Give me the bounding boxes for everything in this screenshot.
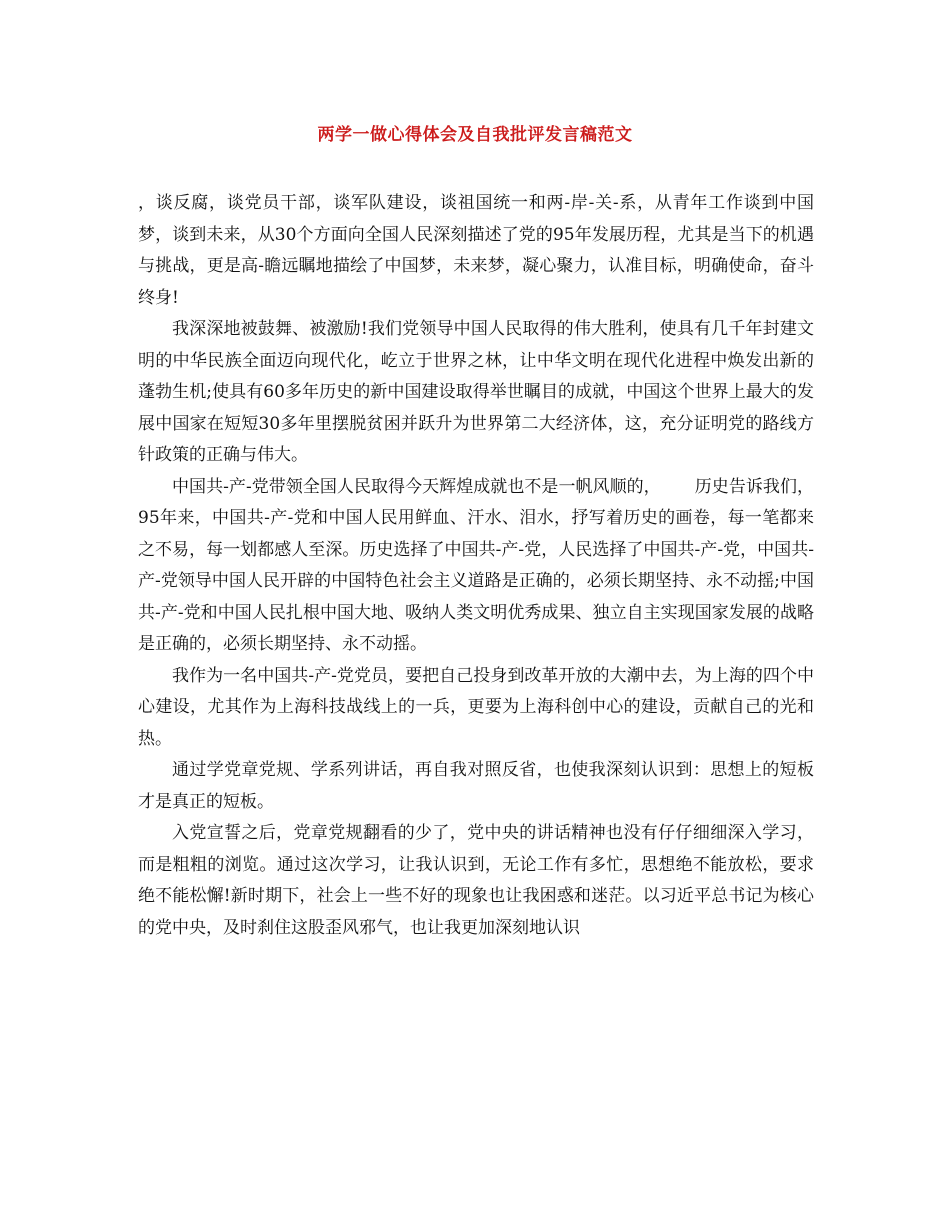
paragraph-5: 通过学党章党规、学系列讲话，再自我对照反省，也使我深刻认识到：思想上的短板才是真正的短板。: [138, 760, 814, 812]
paragraph-4: 我作为一名中国共-产-党党员，要把自己投身到改革开放的大潮中去，为上海的四个中心建设，尤其作为上海科技战线上的一兵，更要为上海科创中心的建设，贡献自己的光和热。: [138, 665, 814, 749]
paragraph-3-part-b: 历史告诉我们，95年来，中国共-产-党和中国人民用鲜血、汗水、泪水，抒写着历史的画卷，每一笔都来之不易，每一划都感人至深。历史选择了中国共-产-党，人民选择了中国共-产-党，中国共-产-党领导中国人民开辟的中国特色社会主义道路是正确的，必须长期坚持、永不动摇;中国共-产-党和中国人民扎根中国大地、吸纳人类文明优秀成果、独立自主实现国家发展的战略是正确的，必须长期坚持、永不动摇。: [138, 476, 814, 654]
document-title: 两学一做心得体会及自我批评发言稿范文: [317, 125, 633, 145]
paragraph-1: ，谈反腐，谈党员干部，谈军队建设，谈祖国统一和两-岸-关-系，从青年工作谈到中国梦，谈到未来，从30个方面向全国人民深刻描述了党的95年发展历程，尤其是当下的机遇与挑战，更是高-瞻远瞩地描绘了中国梦，未来梦，凝心聚力，认准目标，明确使命，奋斗终身!: [138, 193, 814, 308]
paragraph-3: [138, 472, 814, 661]
document-body: [138, 188, 814, 944]
paragraph-2: 我深深地被鼓舞、被激励!我们党领导中国人民取得的伟大胜利，使具有几千年封建文明的中华民族全面迈向现代化，屹立于世界之林，让中华文明在现代化进程中焕发出新的蓬勃生机;使具有60多年历史的新中国建设取得举世瞩目的成就，中国这个世界上最大的发展中国家在短短30多年里摆脱贫困并跃升为世界第二大经济体，这，充分证明党的路线方针政策的正确与伟大。: [138, 319, 814, 465]
paragraph-6: 入党宣誓之后，党章党规翻看的少了，党中央的讲话精神也没有仔仔细细深入学习，而是粗粗的浏览。通过这次学习，让我认识到，无论工作有多忙，思想绝不能放松，要求绝不能松懈!新时期下，社会上一些不好的现象也让我困惑和迷茫。以习近平总书记为核心的党中央，及时刹住这股歪风邪气，也让我更加深刻地认识: [138, 823, 814, 938]
paragraph-3-part-a: 中国共-产-党带领全国人民取得今天辉煌成就也不是一帆风顺的，: [172, 476, 661, 497]
